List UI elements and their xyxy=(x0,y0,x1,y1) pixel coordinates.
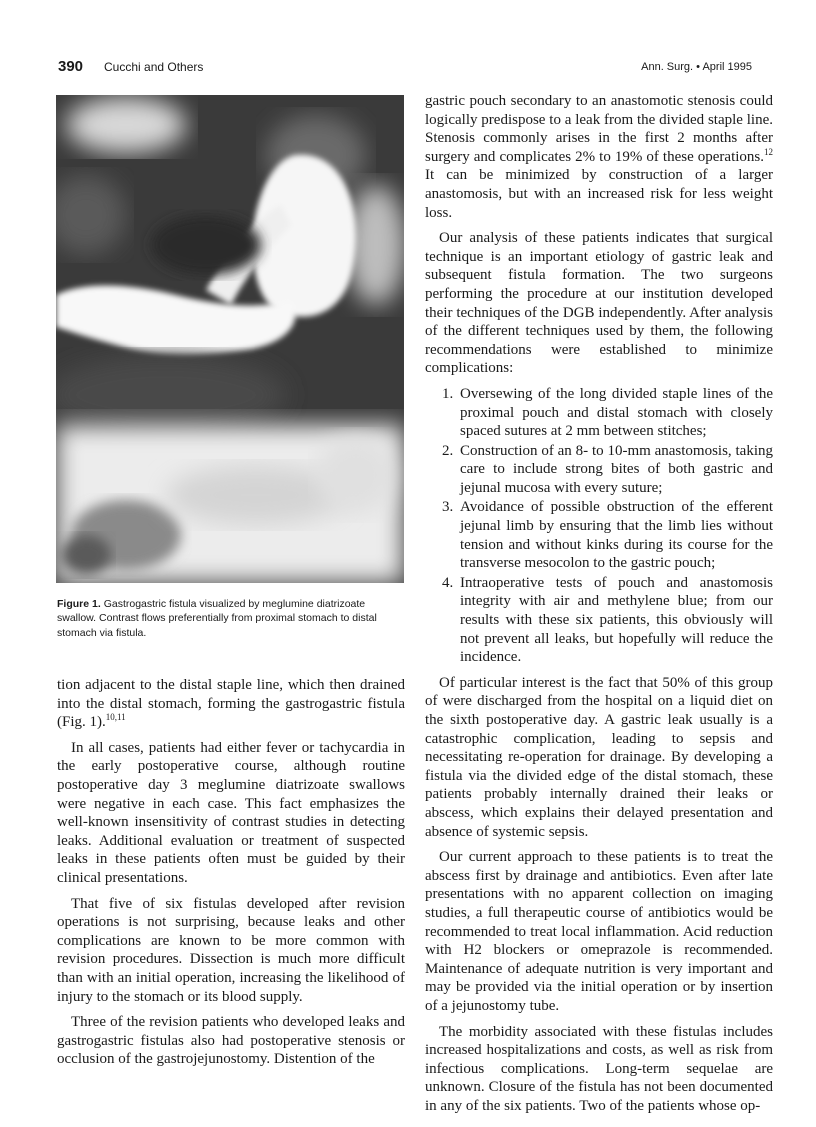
left-paragraph-4: Three of the revision patients who developed leaks and gastrogastric fistulas also had postoperative stenosis or occlusion of the gastrojejunostomy. Distention of the xyxy=(57,1014,405,1068)
figure-label: Figure 1. xyxy=(57,598,101,610)
left-paragraph-1-text: tion adjacent to the distal staple line, which then drained into the distal stomach, forming the gastrogastric fistula (Fig. 1). xyxy=(57,677,405,731)
left-paragraph-1 xyxy=(57,676,405,732)
recommendation-number: 3. xyxy=(442,499,454,516)
right-paragraph-1 xyxy=(425,92,773,222)
recommendations-list xyxy=(425,385,773,667)
left-paragraph-3: That five of six fistulas developed after revision operations is not surprising, because leaks and other complications are known to be more common with revision procedures. Dissection is much more difficult than with an initial operation, increasing the likelihood of injury to the stomach or its blood supply. xyxy=(57,895,405,1005)
recommendation-item xyxy=(425,498,773,572)
right-paragraph-1-text-cont: It can be minimized by construction of a larger anastomosis, but with an increased risk for less weight loss. xyxy=(425,167,773,221)
recommendation-item xyxy=(425,574,773,667)
recommendation-text: Intraoperative tests of pouch and anastomosis integrity with air and methylene blue; from our results with these six patients, this obviously will not prevent all leaks, but hopefully will reduce the incidence. xyxy=(460,574,773,666)
recommendation-number: 2. xyxy=(442,442,454,459)
citation-ref: 12 xyxy=(764,146,773,157)
right-paragraph-2: Our analysis of these patients indicates that surgical technique is an important etiology of gastric leak and subsequent fistula formation. The two surgeons performing the procedure at our institution developed their techniques of the DGB independently. After analysis of the different techniques used by them, the following recommendations were established to minimize complications: xyxy=(425,230,773,377)
figure-1-radiograph xyxy=(56,95,404,583)
right-column xyxy=(425,92,773,1122)
recommendation-text: Construction of an 8- to 10-mm anastomosis, taking care to include strong bites of both gastric and jejunal mucosa with every suture; xyxy=(460,442,773,496)
left-paragraph-2: In all cases, patients had either fever or tachycardia in the early postoperative course, although routine postoperative day 3 meglumine diatrizoate swallows were negative in each case. This fact emphasizes the well-known insensitivity of contrast studies in detecting leaks. Additional evaluation or treatment of suspected leaks in these patients often must be guided by their clinical presentations. xyxy=(57,739,405,886)
page-number: 390 xyxy=(58,58,84,75)
running-header-journal: Ann. Surg. • April 1995 xyxy=(641,61,752,73)
recommendation-number: 4. xyxy=(442,574,454,591)
right-paragraph-1-text: gastric pouch secondary to an anastomotic stenosis could logically predispose to a leak from the divided staple line. Stenosis commonly arises in the first 2 months after surgery and complicates 2% to 19% of these operations. xyxy=(425,93,773,165)
figure-1-caption xyxy=(57,597,407,640)
recommendation-text: Avoidance of possible obstruction of the efferent jejunal limb by ensuring that the limb lies without tension and without kinks during its course for the transverse mesocolon to the gastric pouch; xyxy=(460,499,773,572)
recommendation-number: 1. xyxy=(442,385,454,402)
right-paragraph-5: The morbidity associated with these fistulas includes increased hospitalizations and costs, as well as risk from infectious complications. Long-term sequelae are unknown. Closure of the fistula has not been documented in any of the six patients. Two of the patients whose op- xyxy=(425,1023,773,1114)
running-header-authors: Cucchi and Others xyxy=(104,60,204,74)
recommendation-text: Oversewing of the long divided staple lines of the proximal pouch and distal stomach with closely spaced sutures at 2 mm between stitches; xyxy=(460,385,773,440)
recommendation-item xyxy=(425,385,773,441)
recommendation-item xyxy=(425,442,773,498)
citation-ref: 10,11 xyxy=(105,712,126,723)
right-paragraph-3: Of particular interest is the fact that 50% of this group of were discharged from the hospital on a liquid diet on the sixth postoperative day. A gastric leak usually is a catastrophic complication, leading to sepsis and necessitating re-operation for drainage. By developing a fistula via the divided edge of the distal stomach, these patients probably internally drained their leaks or abscess, which explains their delayed presentation and absence of systemic sepsis. xyxy=(425,674,773,840)
figure-caption-text: Gastrogastric fistula visualized by meglumine diatrizoate swallow. Contrast flows preferentially from proximal stomach to distal stomach via fistula. xyxy=(57,598,377,639)
right-paragraph-4: Our current approach to these patients is to treat the abscess first by drainage and antibiotics. Even after late presentations with no apparent collection on imaging studies, a full therapeutic course of antibiotics would be recommended to treat local inflammation. Acid reduction with H2 blockers or omeprazole is recommended. Maintenance of adequate nutrition is very important and may be provided via the initial operation or by insertion of a jejunostomy tube. xyxy=(425,849,773,1014)
left-column xyxy=(57,676,405,1076)
